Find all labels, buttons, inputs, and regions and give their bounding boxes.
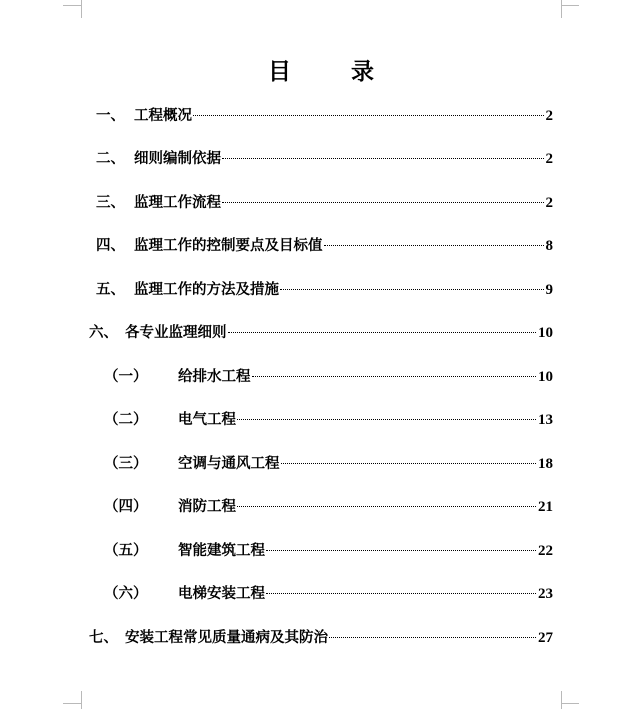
toc-entry-text: 空调与通风工程 — [178, 455, 280, 472]
crop-mark — [63, 703, 81, 704]
toc-entry[interactable] — [96, 193, 553, 213]
toc-entry-number: 二、 — [96, 150, 125, 167]
toc-leader — [329, 637, 536, 638]
toc-leader — [266, 593, 536, 594]
toc-entry-text: 各专业监理细则 — [125, 324, 227, 341]
toc-leader — [193, 115, 544, 116]
toc-page-number: 2 — [545, 151, 553, 167]
toc-page-number: 21 — [538, 499, 553, 515]
toc-page-number: 2 — [545, 195, 553, 211]
toc-entry-text: 工程概况 — [134, 107, 192, 124]
toc-entry-number: （一） — [104, 368, 148, 385]
toc-leader — [237, 506, 536, 507]
crop-mark — [561, 691, 562, 709]
toc-entry[interactable] — [104, 584, 553, 604]
toc-entry-label — [104, 410, 236, 430]
toc-entry[interactable] — [96, 106, 553, 126]
toc-title — [0, 57, 642, 87]
toc-leader — [280, 289, 544, 290]
toc-page-number: 13 — [538, 412, 553, 428]
toc-entry-number: 一、 — [96, 107, 125, 124]
toc-entry[interactable] — [104, 454, 553, 474]
toc-entry-label — [96, 149, 221, 169]
toc-entry[interactable] — [104, 497, 553, 517]
toc-title-char: 目 — [268, 58, 291, 85]
toc-leader — [324, 245, 544, 246]
toc-page-number: 2 — [545, 108, 553, 124]
crop-mark — [561, 703, 579, 704]
toc-leader — [281, 463, 537, 464]
toc-entry-label — [89, 628, 328, 648]
toc-entry-number: （二） — [104, 411, 148, 428]
toc-leader — [252, 376, 537, 377]
toc-page-number: 27 — [538, 630, 553, 646]
toc-page-number: 23 — [538, 586, 553, 602]
toc-entry-text: 智能建筑工程 — [178, 542, 265, 559]
toc-entry-number: 七、 — [89, 629, 118, 646]
toc-entry[interactable] — [104, 541, 553, 561]
toc-entry[interactable] — [104, 367, 553, 387]
toc-leader — [228, 332, 537, 333]
toc-entry-number: （三） — [104, 455, 148, 472]
toc-entry-number: 六、 — [89, 324, 118, 341]
toc-entry-text: 消防工程 — [178, 498, 236, 515]
toc-entry-label — [104, 497, 236, 517]
toc-entry-text: 监理工作的方法及措施 — [134, 281, 279, 298]
toc-leader — [237, 419, 536, 420]
toc-entry-label — [96, 280, 279, 300]
toc-title-char: 录 — [351, 58, 374, 85]
toc-page-number: 18 — [538, 456, 553, 472]
toc-entry-number: （四） — [104, 498, 148, 515]
toc-entry-label — [96, 193, 221, 213]
toc-page-number: 9 — [545, 282, 553, 298]
toc-entry-number: 三、 — [96, 194, 125, 211]
toc-page-number: 8 — [545, 238, 553, 254]
toc-entry-text: 监理工作的控制要点及目标值 — [134, 237, 323, 254]
toc-entry-text: 细则编制依据 — [134, 150, 221, 167]
crop-mark — [81, 691, 82, 709]
toc-entry-label — [96, 236, 323, 256]
toc-entry-label — [104, 367, 251, 387]
crop-mark — [561, 0, 562, 18]
toc-entry-number: 五、 — [96, 281, 125, 298]
toc-entry-text: 电气工程 — [178, 411, 236, 428]
toc-entry[interactable] — [104, 410, 553, 430]
toc-entry[interactable] — [96, 280, 553, 300]
toc-entry-label — [89, 323, 227, 343]
toc-entry-label — [104, 584, 265, 604]
toc-entry-label — [104, 541, 265, 561]
toc-entry-text: 监理工作流程 — [134, 194, 221, 211]
toc-entry-label — [104, 454, 280, 474]
toc-entry-number: （六） — [104, 585, 148, 602]
toc-entry-label — [96, 106, 192, 126]
toc-entry[interactable] — [96, 236, 553, 256]
toc-page-number: 10 — [538, 369, 553, 385]
toc-leader — [222, 158, 544, 159]
crop-mark — [81, 0, 82, 18]
toc-entry[interactable] — [89, 323, 553, 343]
toc-entry-text: 给排水工程 — [178, 368, 251, 385]
toc-leader — [266, 550, 536, 551]
toc-leader — [222, 202, 544, 203]
toc-entry-number: （五） — [104, 542, 148, 559]
crop-mark — [63, 5, 81, 6]
toc-entry-text: 安装工程常见质量通病及其防治 — [125, 629, 328, 646]
toc-entry-text: 电梯安装工程 — [178, 585, 265, 602]
toc-page-number: 22 — [538, 543, 553, 559]
toc-page-number: 10 — [538, 325, 553, 341]
toc-entry-number: 四、 — [96, 237, 125, 254]
crop-mark — [561, 5, 579, 6]
toc-entry[interactable] — [96, 149, 553, 169]
toc-entry[interactable] — [89, 628, 553, 648]
